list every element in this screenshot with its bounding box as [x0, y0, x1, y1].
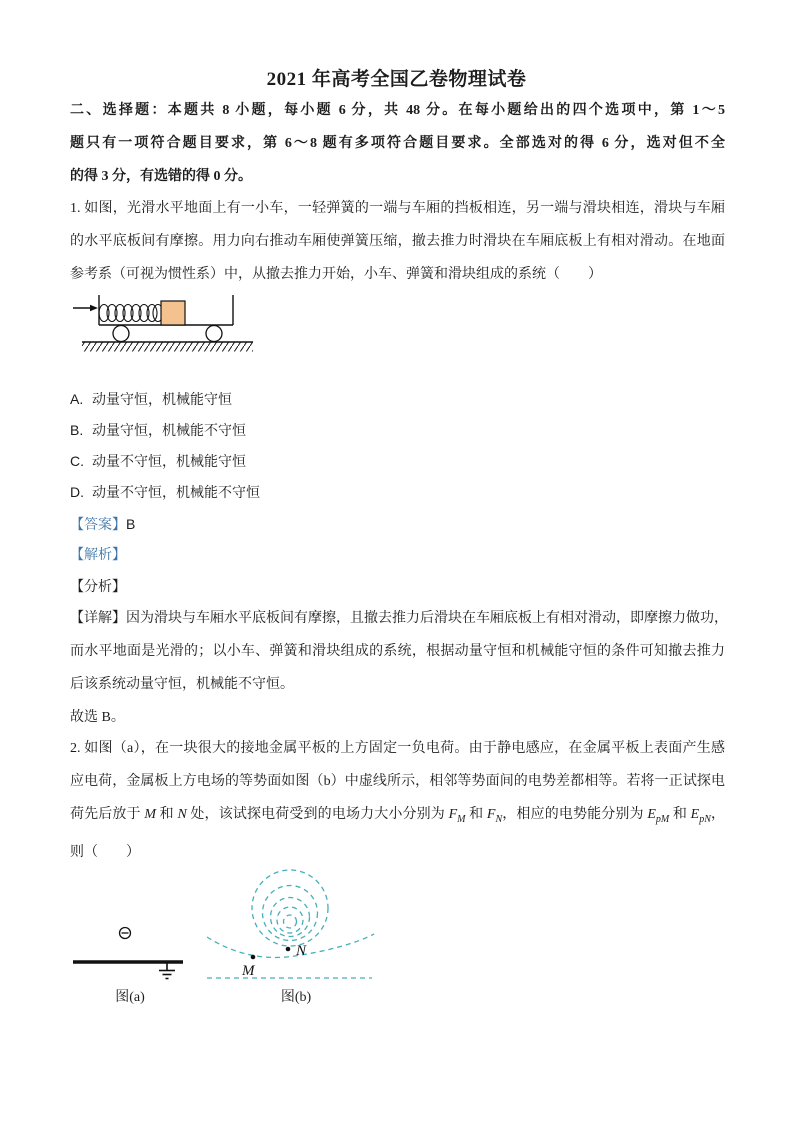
- push-force-arrow: [73, 305, 98, 311]
- wheel-right: [206, 326, 222, 342]
- option-b-label: B.: [70, 422, 84, 438]
- question-2-line: 2. 如图（a），在一块很大的接地金属平板的上方固定一负电荷。由于静电感应，在金属平板上表面产生感: [70, 741, 725, 756]
- math-text: 和: [669, 807, 691, 822]
- option-c-text: 动量不守恒，机械能守恒: [92, 455, 246, 470]
- var-e-pm: $E_{pM}$: [647, 807, 670, 825]
- option-b: [70, 415, 725, 446]
- var-n: N: [177, 807, 187, 822]
- ground-hatching: [82, 342, 253, 352]
- math-text: ，相应的电势能分别为: [502, 807, 648, 822]
- ground-symbol: [159, 964, 175, 979]
- option-a: [70, 384, 725, 415]
- sliding-block: [161, 301, 185, 325]
- question-2-line: 则（ ）: [70, 844, 140, 860]
- point-m-label: M: [242, 963, 255, 979]
- jiexi-row: [70, 540, 725, 572]
- detail-line: 而水平地面是光滑的；以小车、弹簧和滑块组成的系统，根据动量守恒和机械能守恒的条件可知撤去推力: [70, 644, 725, 659]
- jiexi-label: 【解析】: [70, 548, 126, 563]
- question-2-math-line: [70, 798, 725, 836]
- var-e-pn: $E_{pN}$: [690, 807, 711, 825]
- math-text: 和: [156, 807, 178, 822]
- question-1-line: 参考系（可视为惯性系）中，从撤去推力开始，小车、弹簧和滑块组成的系统（ ）: [70, 267, 602, 282]
- detail-line: 后该系统动量守恒，机械能不守恒。: [70, 677, 294, 692]
- equipotential-curve: [207, 934, 374, 957]
- negative-charge-icon: [120, 928, 131, 939]
- instructions-line: 题只有一项符合题目要求，第 6～8 题有多项符合题目要求。全部选对的得 6 分，选对但不全: [70, 136, 725, 151]
- math-text: 处，该试探电荷受到的电场力大小分别为: [186, 807, 449, 822]
- detail-line: 【详解】因为滑块与车厢水平底板间有摩擦，且撤去推力后滑块在车厢底板上有相对滑动，即摩擦力做功，: [70, 611, 728, 626]
- answer-label: 【答案】: [70, 518, 126, 533]
- option-b-text: 动量守恒，机械能不守恒: [92, 424, 246, 439]
- equipotential-circles: [252, 870, 328, 946]
- question-1-line: 1. 如图，光滑水平地面上有一小车，一轻弹簧的一端与车厢的挡板相连，另一端与滑块相连，滑块与车厢: [70, 201, 725, 216]
- detail-explanation: [70, 602, 728, 701]
- question-1-line: 的水平底板间有摩擦。用力向右推动车厢使弹簧压缩，撤去推力时滑块在车厢底板上有相对滑动。在地面: [70, 234, 725, 249]
- question-1-figure: [70, 292, 265, 356]
- instructions-line: 二、选择题：本题共 8 小题，每小题 6 分，共 48 分。在每小题给出的四个选项中，第 1～5: [70, 103, 725, 118]
- option-a-text: 动量守恒，机械能守恒: [92, 393, 232, 408]
- math-text: 和: [465, 807, 487, 822]
- option-c: [70, 446, 725, 477]
- section-instructions: [70, 94, 725, 193]
- spring: [99, 305, 163, 322]
- point-n-label: N: [296, 943, 307, 959]
- option-d: [70, 477, 725, 508]
- figure-a-caption: 图(a): [115, 990, 145, 1005]
- question-2-text: [70, 732, 725, 869]
- point-m-dot: [251, 955, 256, 960]
- var-f-m: $F_M$: [448, 807, 466, 825]
- math-text: ，: [710, 807, 726, 822]
- fenxi-row: [70, 572, 725, 604]
- var-f-n: $F_N$: [486, 807, 503, 825]
- page-title: 2021 年高考全国乙卷物理试卷: [266, 69, 527, 90]
- option-c-label: C.: [70, 453, 84, 469]
- instructions-line: 的得 3 分，有选错的得 0 分。: [70, 169, 252, 184]
- option-d-label: D.: [70, 484, 84, 500]
- question-2-figure: [60, 853, 390, 988]
- option-a-label: A.: [70, 391, 84, 407]
- question-2-line: 应电荷，金属板上方电场的等势面如图（b）中虚线所示，相邻等势面间的电势差都相等。若将一正试探电: [70, 774, 725, 789]
- answer-row: [70, 508, 725, 540]
- var-m: M: [144, 807, 157, 822]
- wheel-left: [113, 326, 129, 342]
- question-1-text: [70, 192, 725, 291]
- answer-block: [70, 508, 725, 604]
- fenxi-label: 【分析】: [70, 580, 126, 595]
- option-d-text: 动量不守恒，机械能不守恒: [92, 486, 260, 501]
- math-text: 荷先后放于: [70, 807, 145, 822]
- point-n-dot: [286, 947, 291, 952]
- answer-value: B: [126, 516, 136, 532]
- conclusion-line: 故选 B。: [70, 710, 125, 725]
- question-1-options: [70, 384, 725, 508]
- figure-b-caption: 图(b): [280, 990, 312, 1005]
